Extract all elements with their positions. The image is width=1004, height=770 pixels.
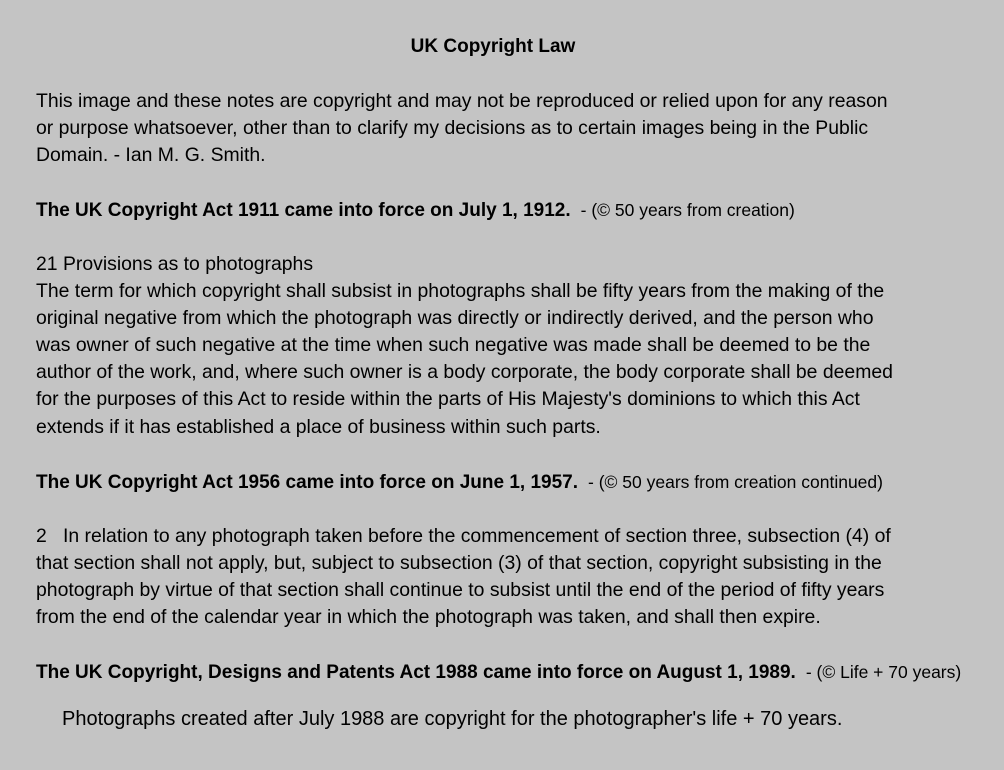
act-1956-heading bbox=[36, 470, 883, 495]
act-1956-title: The UK Copyright Act 1956 came into force on June 1, 1957. bbox=[36, 472, 579, 493]
act-1911-note: - (© 50 years from creation) bbox=[580, 200, 795, 220]
closing-statement: Photographs created after July 1988 are copyright for the photographer's life + 70 years. bbox=[62, 708, 843, 730]
act-1956-note: - (© 50 years from creation continued) bbox=[588, 472, 883, 492]
act-1956-line: photograph by virtue of that section shall continue to subsist until the end of the period of fifty years bbox=[36, 579, 885, 602]
act-1956-paragraph bbox=[36, 523, 976, 631]
act-1911-line: for the purposes of this Act to reside within the parts of His Majesty's dominions to which this Act bbox=[36, 388, 860, 411]
act-1988-title: The UK Copyright, Designs and Patents Act 1988 came into force on August 1, 1989. bbox=[36, 662, 796, 683]
act-1911-line: The term for which copyright shall subsist in photographs shall be fifty years from the making of the bbox=[36, 280, 885, 303]
act-1956-line: from the end of the calendar year in which the photograph was taken, and shall then expire. bbox=[36, 606, 821, 629]
act-1956-line: that section shall not apply, but, subject to subsection (3) of that section, copyright subsisting in the bbox=[36, 552, 882, 575]
act-1911-line: was owner of such negative at the time when such negative was made shall be deemed to be the bbox=[36, 334, 871, 357]
act-1911-line: author of the work, and, where such owner is a body corporate, the body corporate shall be deemed bbox=[36, 361, 893, 384]
intro-line: Domain. - Ian M. G. Smith. bbox=[36, 144, 266, 167]
act-1911-paragraph bbox=[36, 251, 976, 441]
intro-paragraph bbox=[36, 88, 976, 169]
act-1988-heading bbox=[36, 660, 961, 685]
act-1911-line: original negative from which the photograph was directly or indirectly derived, and the person who bbox=[36, 307, 874, 330]
section-title: 21 Provisions as to photographs bbox=[36, 253, 314, 275]
act-1911-line: extends if it has established a place of business within such parts. bbox=[36, 415, 601, 438]
act-1956-line: 2 In relation to any photograph taken before the commencement of section three, subsection (4) of bbox=[36, 525, 891, 547]
act-1911-heading bbox=[36, 198, 795, 223]
act-1988-note: - (© Life + 70 years) bbox=[805, 662, 962, 682]
intro-line: or purpose whatsoever, other than to clarify my decisions as to certain images being in the Public bbox=[36, 117, 869, 140]
act-1911-title: The UK Copyright Act 1911 came into force on July 1, 1912. bbox=[36, 200, 571, 221]
intro-line: This image and these notes are copyright and may not be reproduced or relied upon for any reason bbox=[36, 90, 888, 112]
page-title: UK Copyright Law bbox=[410, 36, 576, 57]
